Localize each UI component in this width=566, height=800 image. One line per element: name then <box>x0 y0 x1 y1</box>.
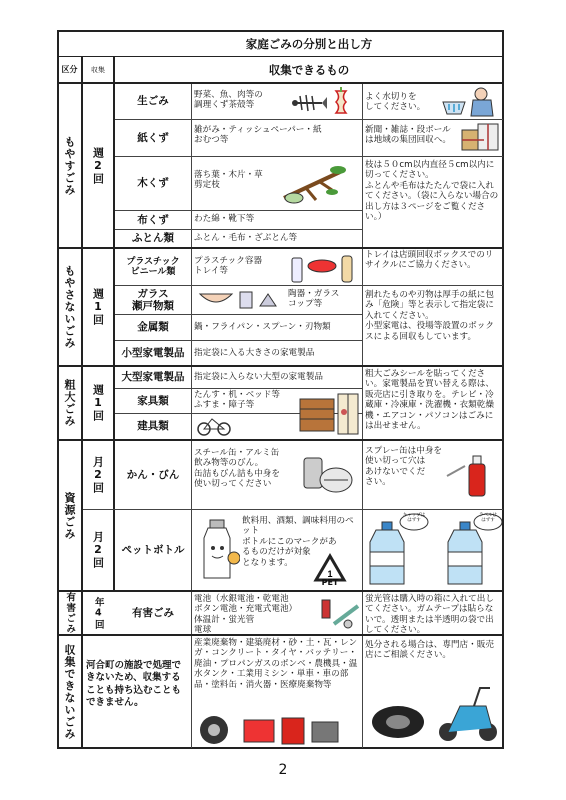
header-kubun: 区分 <box>61 64 78 74</box>
tire-scooter-icon <box>370 676 500 744</box>
draining-person-icon <box>437 86 499 118</box>
cat-can: かん・びん <box>126 468 180 481</box>
note-glass: 割れたものや刃物は厚手の紙に包み「危険」等と表示して指定袋に入れてください。 小型家電は、役場等設置のボックスによる回収もしています。 <box>365 290 494 342</box>
plastic-containers-icon <box>290 252 358 284</box>
items-pet: 飲料用、酒類、調味料用のペット ボトルにこのマークがあ るものだけが対象 となります。 <box>242 516 354 568</box>
note-cannot: 処分される場合は、専門店・販売店にご相談ください。 <box>365 640 494 661</box>
note-wood: 枝は５０cm以内直径５cm以内に切ってください。 ふとんや毛布はたたんで袋に入れてください。（袋に入らない場合の出し方は３ページをご覧ください。） <box>365 160 499 223</box>
items-large-elec: 指定袋に入らない大型の家電製品 <box>194 372 323 382</box>
svg-text:1: 1 <box>327 569 333 579</box>
group-shigen: 資源ごみ <box>63 491 76 540</box>
header-collectable: 収集できるもの <box>268 62 350 77</box>
apple-core-icon <box>330 87 352 117</box>
note-plastic: トレイは店頭回収ボックスでのリサイクルにご協力ください。 <box>365 250 494 271</box>
pet-mark-label: PET <box>321 578 339 587</box>
page-title: 家庭ごみの分別と出し方 <box>245 36 373 51</box>
items-kamikuzu: 雑がみ・ティッシュペーパー・紙 おむつ等 <box>194 125 322 146</box>
cat-hazard: 有害ごみ <box>132 606 174 619</box>
label-note: ラベルは はずす <box>479 513 497 523</box>
group-sodai: 粗大ごみ <box>63 379 76 427</box>
cat-namagomi: 生ごみ <box>137 95 169 108</box>
note-hazard: 蛍光管は購入時の箱に入れて出してください。ガムテープは貼らないで。透明または半透明の袋で出してください。 <box>365 594 494 636</box>
freq-can: 月2回 <box>91 456 105 494</box>
tire-battery-icon <box>196 712 346 746</box>
branches-icon <box>280 160 350 206</box>
items-glass: 陶器・ガラス コップ等 <box>288 289 340 310</box>
cap-note: キャップは はずす <box>402 513 426 523</box>
cat-metal: 金属類 <box>137 321 169 334</box>
cat-glass: ガラス 瀬戸物類 <box>132 287 174 312</box>
cat-futon: ふとん類 <box>132 232 174 245</box>
broken-dish-icon <box>196 288 286 312</box>
items-furniture: たんす・机・ベッド等 ふすま・障子等 <box>194 390 280 411</box>
cat-nunokuzu: 布くず <box>137 213 169 226</box>
items-namagomi: 野菜、魚、肉等の 調理くず茶殻等 <box>194 90 263 111</box>
cat-furniture: 家具類 <box>137 394 169 407</box>
items-metal: 鍋・フライパン・スプーン・刃物類 <box>194 322 331 332</box>
items-nunokuzu: わた綿・靴下等 <box>194 214 255 224</box>
items-futon: ふとん・毛布・ざぶとん等 <box>194 233 298 243</box>
fish-bone-icon <box>290 90 328 116</box>
pet-bottle-mascot-icon <box>196 518 240 584</box>
dresser-icon <box>298 397 336 433</box>
cans-icon <box>300 448 358 498</box>
group-moyasanai: もやさないごみ <box>63 265 76 349</box>
cat-kamikuzu: 紙くず <box>137 131 169 144</box>
cat-plastic: プラスチック ビニール類 <box>126 256 180 277</box>
freq-yugai: 年4回 <box>92 596 104 630</box>
bundled-papers-icon <box>460 122 500 154</box>
items-plastic: プラスチック容器 トレイ等 <box>194 256 263 277</box>
note-kamikuzu: 新聞・雑誌・段ボール は地域の集団回収へ。 <box>365 125 451 146</box>
items-small-elec: 指定袋に入る大きさの家電製品 <box>194 348 315 358</box>
note-namagomi: よく水切りを してください。 <box>365 92 426 113</box>
header-shushu: 収集 <box>91 65 105 74</box>
cat-small-elec: 小型家電製品 <box>121 346 185 359</box>
cat-kikuzu: 木くず <box>137 177 169 190</box>
cat-pet: ペットボトル <box>121 543 185 556</box>
items-can: スチール缶・アルミ缶 飲み物等のびん。 缶詰もびん詰も中身を 使い切ってください <box>194 448 280 490</box>
freq-sodai: 週1回 <box>91 384 105 422</box>
batteries-icon <box>318 596 360 632</box>
bicycle-icon <box>196 415 232 437</box>
shoji-door-icon <box>336 392 360 436</box>
freq-moyasu: 週2回 <box>91 146 105 185</box>
cannot-freq: 河合町の施設で処理できないため、収集することも持ち込むこともできません。 <box>86 660 182 709</box>
group-cannot: 収集できないごみ <box>63 644 76 740</box>
cat-fixtures: 建具類 <box>137 420 169 433</box>
group-yugai: 有害ごみ <box>64 592 76 634</box>
items-cannot: 産業廃棄物・建築廃材・砂・土・瓦・レンガ・コンクリート・タイヤ・バッテリー・廃油・プロパンガスのボンベ・農機具・温水タンク・工業用ミシン・単車・車の部品・塗料缶・消火器・医療廃棄物等 <box>194 638 358 690</box>
cat-large-elec: 大型家電製品 <box>121 371 185 384</box>
note-sodai: 粗大ごみシールを貼ってください。家電製品を買い替える際は、販売店に引き取りを。テレビ・冷蔵庫・冷凍庫・洗濯機・衣類乾燥機・エアコン・パソコンはごみには出せません。 <box>365 369 494 432</box>
items-hazard: 電池（水銀電池・乾電池 ボタン電池・充電式電池） 体温計・蛍光管 電球 <box>194 594 298 636</box>
freq-pet: 月2回 <box>91 531 105 569</box>
items-kikuzu: 落ち葉・木片・草 剪定枝 <box>194 170 263 191</box>
freq-moyasanai: 週1回 <box>91 288 105 326</box>
note-can: スプレー缶は中身を 使い切って穴は あけないでくだ さい。 <box>365 446 443 488</box>
group-moyasu: もやすごみ <box>63 135 76 196</box>
page-number: 2 <box>278 762 288 778</box>
spray-can-icon <box>445 452 495 500</box>
